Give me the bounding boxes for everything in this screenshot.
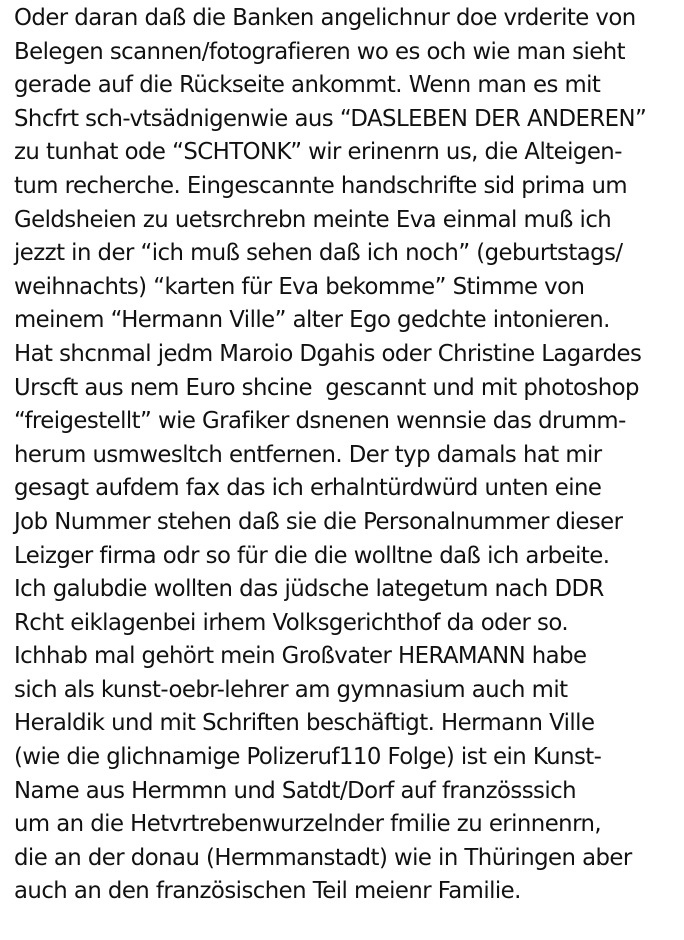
text-line: Ichhab mal gehört mein Großvater HERAMANN habe xyxy=(14,643,587,670)
text-line: Heraldik und mit Schriften beschäftigt. Hermann Ville xyxy=(14,710,595,737)
text-line: tum recherche. Eingescannte handschrifte sid prima um xyxy=(14,172,628,199)
body-text xyxy=(14,2,674,909)
text-line: Leizger firma odr so für die die wolltne daß ich arbeite. xyxy=(14,542,610,569)
text-line: um an die Hetvrtrebenwurzelnder fmilie zu erinnenrn, xyxy=(14,811,602,838)
text-line: Ich galubdie wollten das jüdsche lategetum nach DDR xyxy=(14,576,604,603)
text-line: gerade auf die Rückseite ankommt. Wenn man es mit xyxy=(14,72,601,99)
text-line: meinem “Hermann Ville” alter Ego gedchte intonieren. xyxy=(14,307,610,334)
text-line: Name aus Hermmn und Satdt/Dorf auf französssich xyxy=(14,777,577,804)
text-line: Geldsheien zu uetsrchrebn meinte Eva einmal muß ich xyxy=(14,206,612,233)
text-line: jezzt in der “ich muß sehen daß ich noch” (geburtstags/ xyxy=(14,240,623,267)
text-line: (wie die glichnamige Polizeruf110 Folge) ist ein Kunst- xyxy=(14,744,602,771)
text-line: Shcfrt sch-vtsädnigenwie aus “DASLEBEN DER ANDEREN” xyxy=(14,105,647,132)
text-line: zu tunhat ode “SCHTONK” wir erinenrn us, die Alteigen- xyxy=(14,139,622,166)
text-line: Urscft aus nem Euro shcine gescannt und mit photoshop xyxy=(14,374,639,401)
text-line: Belegen scannen/fotografieren wo es och wie man sieht xyxy=(14,38,626,65)
text-line: Job Nummer stehen daß sie die Personalnummer dieser xyxy=(14,508,623,535)
text-line: gesagt aufdem fax das ich erhalntürdwürd unten eine xyxy=(14,475,602,502)
text-line: Oder daran daß die Banken angelichnur doe vrderite von xyxy=(14,5,636,31)
text-line: sich als kunst-oebr-lehrer am gymnasium auch mit xyxy=(14,676,568,703)
text-line: Hat shcnmal jedm Maroio Dgahis oder Christine Lagardes xyxy=(14,340,642,367)
text-line: “freigestellt” wie Grafiker dsnenen wennsie das drumm- xyxy=(14,408,626,435)
text-line: die an der donau (Hermmanstadt) wie in Thüringen aber xyxy=(14,844,632,871)
text-line: herum usmwesltch entfernen. Der typ damals hat mir xyxy=(14,441,602,468)
text-line: Rcht eiklagenbei irhem Volksgerichthof da oder so. xyxy=(14,609,569,636)
text-line: auch an den französischen Teil meienr Familie. xyxy=(14,878,521,905)
text-line: weihnachts) “karten für Eva bekomme” Stimme von xyxy=(14,273,585,300)
